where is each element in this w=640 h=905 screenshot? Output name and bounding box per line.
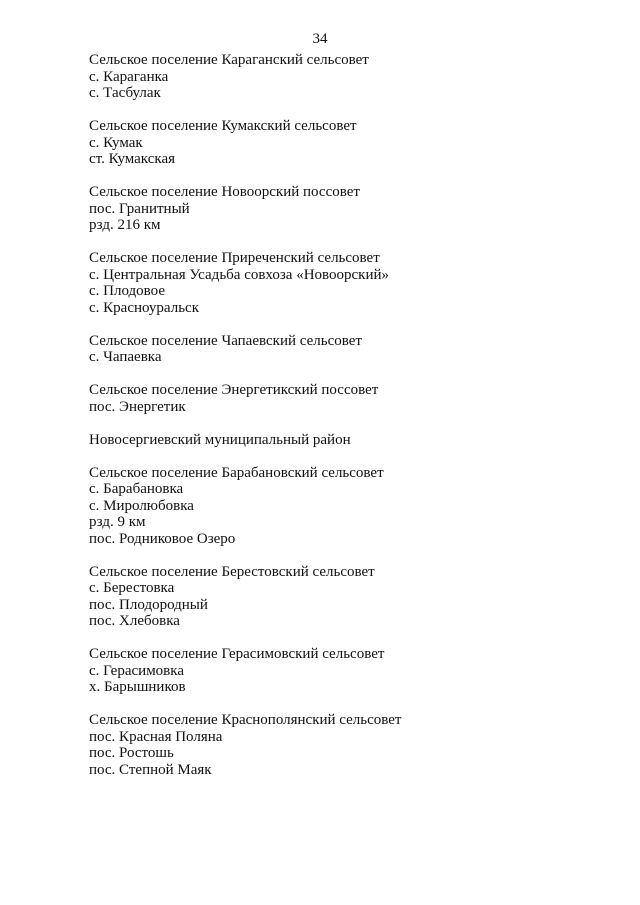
- text-line: с. Чапаевка: [89, 349, 162, 365]
- text-line: с. Миролюбовка: [89, 497, 194, 514]
- text-line: с. Берестовка: [89, 580, 175, 596]
- text-line: пос. Энергетик: [89, 398, 186, 415]
- text-line: пос. Гранитный: [89, 200, 190, 217]
- text-block: [89, 184, 609, 234]
- text-line: с. Караганка: [89, 68, 169, 85]
- text-line: Сельское поселение Герасимовский сельсовет: [89, 646, 385, 662]
- text-line: с. Центральная Усадьба совхоза «Новоорский»: [89, 266, 390, 283]
- text-line: пос. Ростошь: [89, 745, 174, 761]
- text-line: с. Барабановка: [89, 481, 184, 497]
- text-block: [89, 333, 609, 366]
- text-line: Сельское поселение Караганский сельсовет: [89, 52, 369, 68]
- text-line: пос. Степной Маяк: [89, 761, 212, 778]
- text-line: Сельское поселение Энергетикский поссовет: [89, 382, 379, 398]
- text-line: Сельское поселение Барабановский сельсовет: [89, 464, 384, 481]
- page-number: 34: [312, 31, 328, 47]
- text-line: рзд. 9 км: [89, 514, 146, 530]
- text-line: с. Красноуральск: [89, 299, 199, 316]
- text-line: пос. Плодородный: [89, 596, 208, 613]
- text-block: [89, 382, 609, 415]
- text-line: пос. Хлебовка: [89, 613, 180, 629]
- text-line: Сельское поселение Краснополянский сельсовет: [89, 712, 402, 728]
- text-line: Сельское поселение Приреченский сельсовет: [89, 250, 380, 266]
- text-line: Сельское поселение Берестовский сельсовет: [89, 563, 375, 580]
- text-line: с. Герасимовка: [89, 662, 184, 679]
- text-line: с. Кумак: [89, 134, 143, 151]
- text-line: с. Плодовое: [89, 283, 165, 299]
- text-line: пос. Красная Поляна: [89, 728, 223, 745]
- text-line: Сельское поселение Кумакский сельсовет: [89, 118, 357, 134]
- text-line: х. Барышников: [89, 679, 186, 695]
- text-line: с. Тасбулак: [89, 85, 161, 101]
- text-line: пос. Родниковое Озеро: [89, 530, 236, 547]
- text-block: [89, 564, 609, 630]
- district-heading-block: [89, 432, 609, 449]
- text-line: ст. Кумакская: [89, 151, 176, 167]
- text-block: [89, 465, 609, 548]
- text-block: [89, 52, 609, 102]
- text-block: [89, 712, 609, 778]
- district-heading: Новосергиевский муниципальный район: [89, 431, 351, 448]
- text-line: рзд. 216 км: [89, 217, 161, 233]
- text-block: [89, 250, 609, 316]
- text-line: Сельское поселение Новоорский поссовет: [89, 184, 360, 200]
- text-line: Сельское поселение Чапаевский сельсовет: [89, 332, 362, 349]
- document-body: [89, 52, 609, 795]
- text-block: [89, 118, 609, 168]
- text-block: [89, 646, 609, 696]
